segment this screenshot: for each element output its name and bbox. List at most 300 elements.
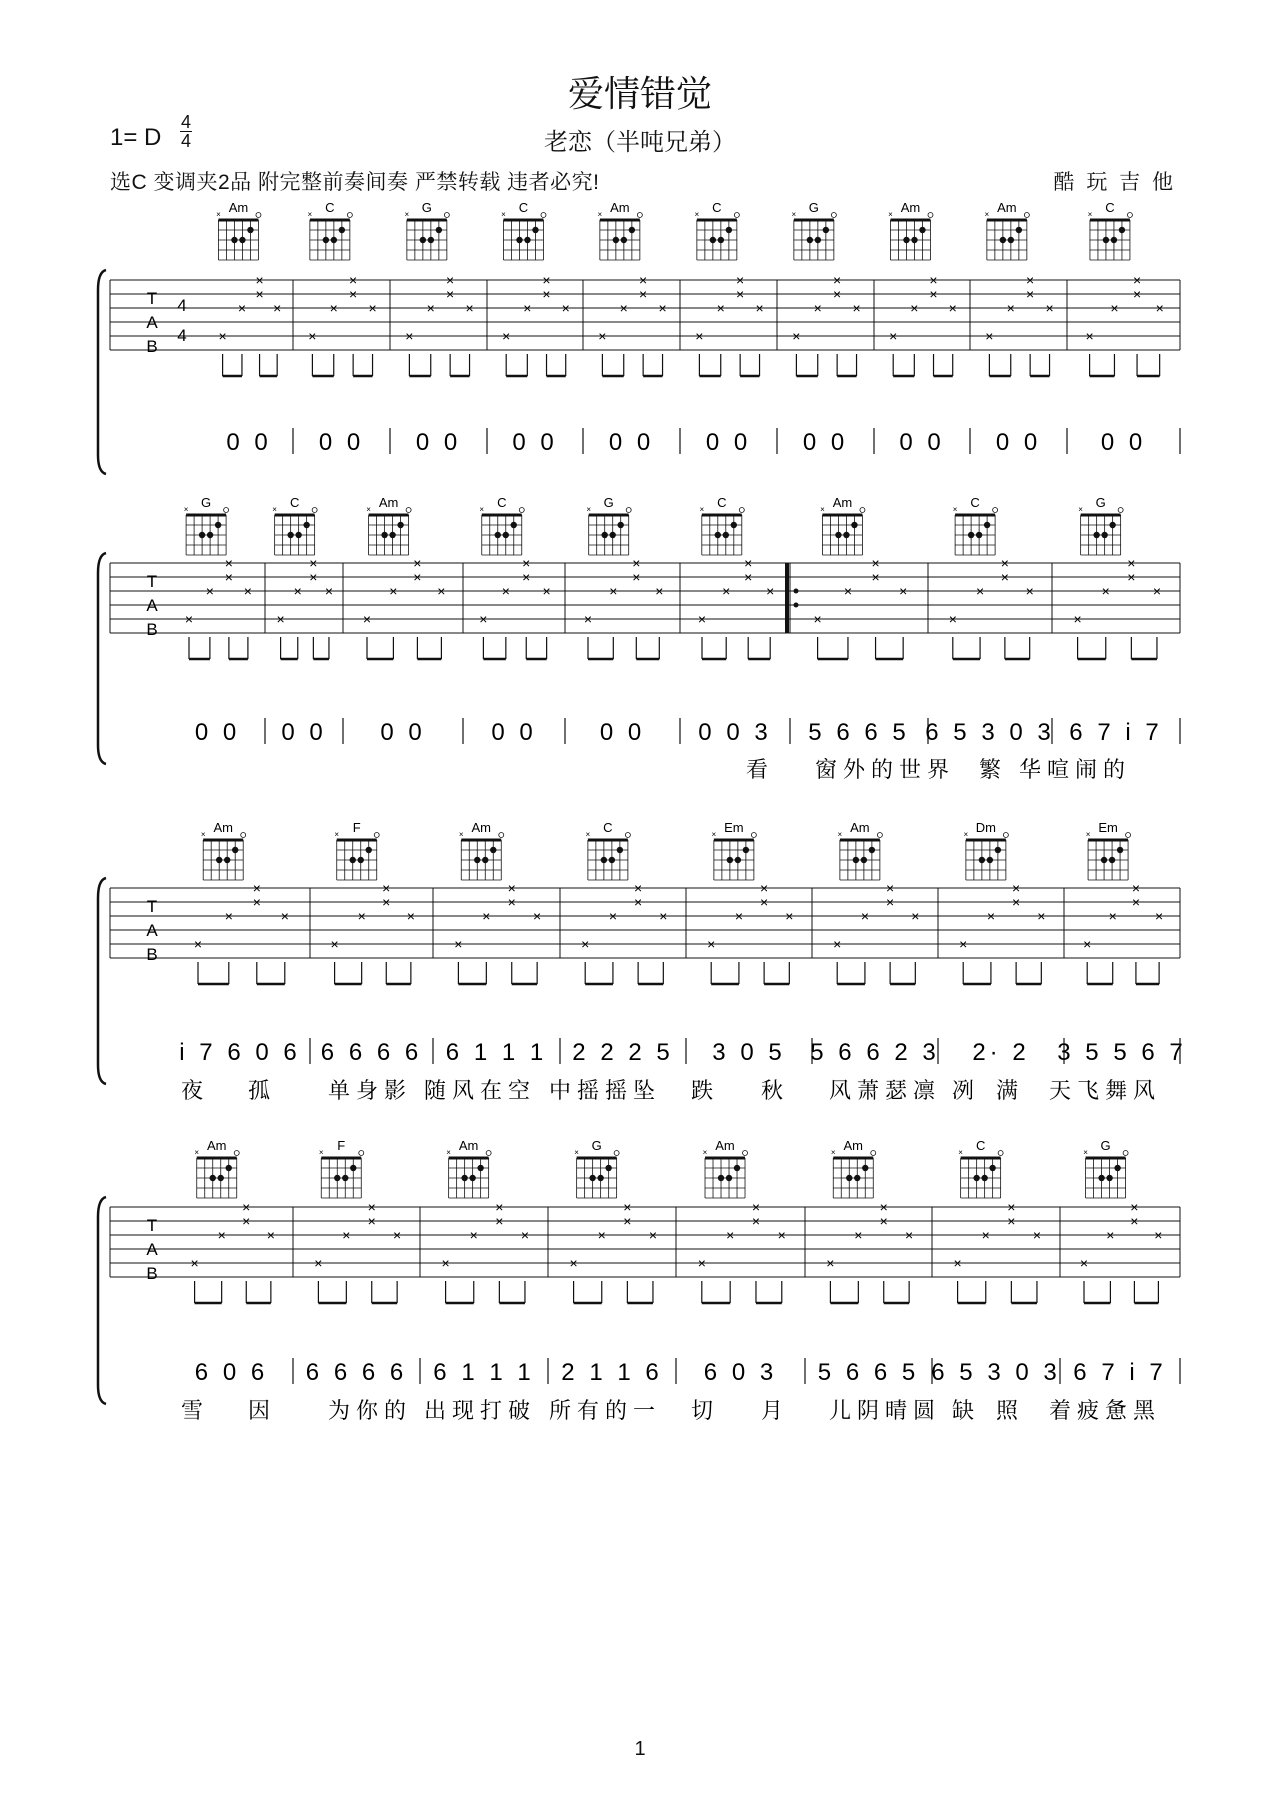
tab-x-mark: × xyxy=(237,300,247,316)
chord-finger-dot xyxy=(846,1175,852,1181)
chord-mute-mark: × xyxy=(791,210,797,219)
tab-x-mark: × xyxy=(349,272,358,288)
tab-x-mark: × xyxy=(843,583,853,599)
tab-x-mark: × xyxy=(224,569,233,585)
tab-x-mark: × xyxy=(695,328,704,344)
repeat-dot xyxy=(794,589,799,594)
chord-mute-mark: × xyxy=(404,210,410,219)
chord-name: C xyxy=(289,495,300,510)
chord-finger-dot xyxy=(979,857,985,863)
tab-x-mark: × xyxy=(1130,1213,1139,1229)
lyric-text: 因 xyxy=(247,1398,277,1423)
tab-x-mark: × xyxy=(1110,300,1119,316)
tab-x-mark: × xyxy=(734,908,744,924)
tab-x-mark: × xyxy=(813,611,822,627)
jianpu-measure: 5 6 6 5 xyxy=(817,1359,920,1386)
tab-x-mark: × xyxy=(495,1199,504,1215)
lyric-text: 繁 华喧闹的 xyxy=(978,757,1132,782)
tab-x-mark: × xyxy=(406,908,415,924)
chord-mute-mark: × xyxy=(952,505,958,514)
chord-finger-dot xyxy=(629,227,635,233)
tab-x-mark: × xyxy=(744,555,753,571)
tab-x-mark: × xyxy=(205,583,214,599)
tab-x-mark: × xyxy=(393,1227,402,1243)
chord-mute-mark: × xyxy=(888,210,893,219)
tab-letter: A xyxy=(146,596,158,615)
chord-finger-dot xyxy=(389,532,395,538)
chord-finger-dot xyxy=(524,237,530,243)
jianpu-measure: 0 0 xyxy=(281,719,327,746)
chord-finger-dot xyxy=(715,532,721,538)
chord-finger-dot xyxy=(617,847,623,853)
jianpu-measure: 0 0 3 xyxy=(698,719,772,746)
chord-mute-mark: × xyxy=(479,505,485,514)
chord-finger-dot xyxy=(1016,227,1022,233)
tab-x-mark: × xyxy=(190,1255,199,1271)
chord-finger-dot xyxy=(239,237,245,243)
chord-finger-dot xyxy=(613,237,619,243)
tab-x-mark: × xyxy=(760,880,769,896)
chord-mute-mark: × xyxy=(963,830,969,839)
tab-x-mark: × xyxy=(426,300,435,316)
chord-name: C xyxy=(603,820,613,835)
chord-mute-mark: × xyxy=(837,830,843,839)
tab-x-mark: × xyxy=(308,328,317,344)
tab-x-mark: × xyxy=(981,1227,990,1243)
chord-name: G xyxy=(1095,495,1106,510)
jianpu-measure: 6 0 3 xyxy=(703,1359,778,1386)
tab-system xyxy=(98,200,1180,474)
tab-x-mark: × xyxy=(293,583,302,599)
tab-letter: T xyxy=(146,289,158,308)
lyric-text: 为你的 xyxy=(327,1398,413,1423)
chord-mute-mark: × xyxy=(830,1148,836,1157)
chord-name: C xyxy=(712,200,722,215)
lyric-text: 夜 xyxy=(180,1078,210,1103)
tab-x-mark: × xyxy=(413,569,422,585)
chord-diagram xyxy=(446,1138,491,1198)
chord-mute-mark: × xyxy=(984,210,990,219)
tab-x-mark: × xyxy=(871,569,880,585)
chord-finger-dot xyxy=(621,237,627,243)
chord-finger-dot xyxy=(323,237,329,243)
tab-x-mark: × xyxy=(533,908,542,924)
tab-x-mark: × xyxy=(314,1255,323,1271)
chord-diagram xyxy=(985,200,1030,260)
tab-x-mark: × xyxy=(382,894,391,910)
system-bracket xyxy=(98,270,106,474)
tab-x-mark: × xyxy=(1106,1227,1115,1243)
tab-x-mark: × xyxy=(193,936,203,952)
lyric-text: 秋 xyxy=(760,1078,790,1103)
tab-x-mark: × xyxy=(736,272,745,288)
tab-x-mark: × xyxy=(368,300,377,316)
chord-open-mark xyxy=(626,508,631,513)
tab-x-mark: × xyxy=(224,555,233,571)
tab-x-mark: × xyxy=(623,1199,632,1215)
tab-x-mark: × xyxy=(623,1213,632,1229)
tab-x-mark: × xyxy=(357,908,366,924)
chord-finger-dot xyxy=(911,237,917,243)
chord-open-mark xyxy=(1118,508,1123,513)
chord-finger-dot xyxy=(597,1175,603,1181)
tab-x-mark: × xyxy=(242,1199,251,1215)
tab-x-mark: × xyxy=(367,1213,376,1229)
chord-name: C xyxy=(325,200,335,215)
chord-finger-dot xyxy=(224,857,230,863)
lyric-text: 风萧瑟凛 xyxy=(828,1078,942,1103)
chord-diagram xyxy=(319,1138,364,1198)
tab-letter: A xyxy=(146,313,158,332)
chord-finger-dot xyxy=(495,532,501,538)
chord-finger-dot xyxy=(420,237,426,243)
chord-open-mark xyxy=(486,1151,491,1156)
chord-finger-dot xyxy=(477,1165,483,1171)
chord-open-mark xyxy=(444,213,449,218)
chord-mute-mark: × xyxy=(1087,210,1093,219)
chord-diagram xyxy=(838,820,883,880)
chord-diagram xyxy=(586,820,631,880)
tab-x-mark: × xyxy=(252,880,261,896)
key-signature: 1= D xyxy=(110,124,162,151)
jianpu-measure: 3 5 5 6 7 xyxy=(1057,1039,1187,1066)
tab-x-mark: × xyxy=(330,936,339,952)
chord-finger-dot xyxy=(1101,532,1107,538)
lyric-text: 天飞舞风 xyxy=(1048,1078,1162,1103)
tab-x-mark: × xyxy=(255,272,264,288)
tab-system xyxy=(98,820,1187,1103)
chord-finger-dot xyxy=(731,522,737,528)
chord-diagram xyxy=(820,495,865,555)
tab-x-mark: × xyxy=(389,583,398,599)
tab-x-mark: × xyxy=(482,908,491,924)
tab-x-mark: × xyxy=(1026,286,1035,302)
chord-finger-dot xyxy=(710,237,716,243)
lyric-text: 出现打破 xyxy=(423,1398,537,1423)
tab-x-mark: × xyxy=(1079,1255,1089,1271)
tab-x-mark: × xyxy=(751,1213,761,1229)
chord-name: C xyxy=(717,495,727,510)
chord-name: C xyxy=(497,495,507,510)
chord-finger-dot xyxy=(366,847,372,853)
tab-x-mark: × xyxy=(520,1227,530,1243)
tab-x-mark: × xyxy=(309,569,318,585)
chord-name: Am xyxy=(471,820,492,835)
chord-finger-dot xyxy=(609,857,615,863)
tab-x-mark: × xyxy=(276,611,285,627)
jianpu-measure: 6 7 i 7 xyxy=(1069,719,1163,746)
tab-x-mark: × xyxy=(722,583,731,599)
tab-x-mark: × xyxy=(523,300,532,316)
tab-x-mark: × xyxy=(542,272,551,288)
chord-open-mark xyxy=(1003,833,1008,838)
chord-name: G xyxy=(1100,1138,1111,1153)
chord-finger-dot xyxy=(511,522,517,528)
chord-finger-dot xyxy=(428,237,434,243)
chord-open-mark xyxy=(241,833,246,838)
chord-diagram xyxy=(501,200,546,260)
jianpu-measure: 0 0 xyxy=(415,429,462,456)
chord-diagram xyxy=(366,495,411,555)
chord-finger-dot xyxy=(474,857,480,863)
tab-x-mark: × xyxy=(792,328,801,344)
tab-x-mark: × xyxy=(280,908,289,924)
tab-x-mark: × xyxy=(833,286,842,302)
chord-mute-mark: × xyxy=(183,505,189,514)
tab-x-mark: × xyxy=(329,300,338,316)
chord-finger-dot xyxy=(735,857,741,863)
chord-finger-dot xyxy=(1106,1175,1112,1181)
chord-finger-dot xyxy=(726,1175,732,1181)
capo-note: 选C 变调夹2品 附完整前奏间奏 严禁转载 违者必究! xyxy=(110,171,600,194)
tab-x-mark: × xyxy=(581,936,590,952)
tab-x-mark: × xyxy=(1045,300,1054,316)
chord-mute-mark: × xyxy=(272,505,277,514)
tab-time-numerator: 4 xyxy=(177,296,187,315)
tab-x-mark: × xyxy=(1108,908,1117,924)
chord-mute-mark: × xyxy=(820,505,825,514)
chord-name: G xyxy=(201,495,212,510)
chord-diagram xyxy=(699,495,744,555)
chord-finger-dot xyxy=(295,532,301,538)
chord-finger-dot xyxy=(218,1175,224,1181)
chord-name: Am xyxy=(715,1138,735,1153)
tab-x-mark: × xyxy=(879,1213,888,1229)
chord-finger-dot xyxy=(461,1175,467,1181)
tab-x-mark: × xyxy=(905,1227,914,1243)
jianpu-measure: 0 0 xyxy=(705,429,752,456)
jianpu-measure: 0 0 xyxy=(899,429,945,456)
tab-x-mark: × xyxy=(1127,555,1136,571)
time-signature-numerator: 4 xyxy=(180,112,191,132)
tab-x-mark: × xyxy=(608,908,618,924)
chord-finger-dot xyxy=(919,227,925,233)
tab-x-mark: × xyxy=(273,300,282,316)
jianpu-measure: i 7 6 0 6 xyxy=(179,1039,301,1066)
chord-diagram xyxy=(586,495,631,555)
chord-finger-dot xyxy=(207,532,213,538)
chord-open-mark xyxy=(256,213,261,218)
lyric-text: 着疲惫黑 xyxy=(1048,1398,1162,1423)
chord-diagram xyxy=(184,495,229,555)
jianpu-measure: 0 0 xyxy=(995,429,1042,456)
tab-x-mark: × xyxy=(854,1227,863,1243)
tab-x-mark: × xyxy=(583,611,593,627)
tab-x-mark: × xyxy=(598,328,607,344)
chord-finger-dot xyxy=(618,522,624,528)
chord-finger-dot xyxy=(516,237,522,243)
jianpu-measure: 2· 2 xyxy=(972,1039,1030,1066)
chord-diagram xyxy=(459,820,504,880)
tab-x-mark: × xyxy=(975,583,985,599)
chord-finger-dot xyxy=(851,522,857,528)
tab-x-mark: × xyxy=(1127,569,1136,585)
jianpu-measure: 3 0 5 xyxy=(712,1039,786,1066)
tab-system xyxy=(98,495,1180,782)
chord-name: G xyxy=(603,495,614,510)
chord-name: Am xyxy=(206,1138,227,1153)
tab-system xyxy=(98,1138,1180,1423)
chord-open-mark xyxy=(1123,1151,1128,1156)
tab-x-mark: × xyxy=(1037,908,1046,924)
chord-mute-mark: × xyxy=(1085,830,1091,839)
chord-finger-dot xyxy=(1101,857,1107,863)
tab-x-mark: × xyxy=(826,1255,835,1271)
tab-x-mark: × xyxy=(441,1255,450,1271)
chord-name: F xyxy=(337,1138,346,1153)
chord-finger-dot xyxy=(862,1165,868,1171)
chord-name: Am xyxy=(843,1138,864,1153)
chord-finger-dot xyxy=(807,237,813,243)
chord-finger-dot xyxy=(215,522,221,528)
chord-open-mark xyxy=(374,833,379,838)
tab-x-mark: × xyxy=(1130,1199,1139,1215)
chord-finger-dot xyxy=(231,237,237,243)
chord-finger-dot xyxy=(601,857,607,863)
chord-finger-dot xyxy=(1093,532,1099,538)
chord-diagram xyxy=(953,495,998,555)
tab-x-mark: × xyxy=(522,569,531,585)
tab-x-mark: × xyxy=(413,555,422,571)
jianpu-measure: 6 6 6 6 xyxy=(305,1359,408,1386)
tab-x-mark: × xyxy=(1073,611,1082,627)
tab-x-mark: × xyxy=(1131,894,1141,910)
chord-finger-dot xyxy=(987,857,993,863)
tab-x-mark: × xyxy=(1155,300,1164,316)
chord-open-mark xyxy=(993,508,998,513)
chord-mute-mark: × xyxy=(458,830,464,839)
chord-finger-dot xyxy=(854,1175,860,1181)
jianpu-measure: 6 6 6 6 xyxy=(320,1039,423,1066)
tab-x-mark: × xyxy=(1155,908,1164,924)
tab-x-mark: × xyxy=(879,1199,888,1215)
song-artist: 老恋（半吨兄弟） xyxy=(544,129,736,156)
chord-name: Am xyxy=(610,200,630,215)
tab-x-mark: × xyxy=(405,328,414,344)
chord-open-mark xyxy=(406,508,411,513)
chord-finger-dot xyxy=(610,532,616,538)
tab-letter: T xyxy=(146,897,158,916)
tab-x-mark: × xyxy=(465,300,474,316)
jianpu-measure: 5 6 6 5 xyxy=(808,719,910,746)
jianpu-measure: 6 7 i 7 xyxy=(1073,1359,1167,1386)
chord-finger-dot xyxy=(815,237,821,243)
system-bracket xyxy=(98,553,106,764)
tab-x-mark: × xyxy=(309,555,318,571)
chord-open-mark xyxy=(998,1151,1003,1156)
lyric-text: 切 xyxy=(690,1398,720,1423)
jianpu-measure: 0 0 xyxy=(491,719,537,746)
chord-diagram xyxy=(201,820,246,880)
tab-x-mark: × xyxy=(1132,286,1142,302)
jianpu-measure: 6 1 1 1 xyxy=(445,1039,548,1066)
tab-x-mark: × xyxy=(542,583,551,599)
chord-finger-dot xyxy=(1114,1165,1120,1171)
chord-name: C xyxy=(975,1138,986,1153)
chord-finger-dot xyxy=(605,1165,611,1171)
chord-name: G xyxy=(808,200,819,215)
lyric-text: 看 xyxy=(745,757,775,782)
tab-x-mark: × xyxy=(634,880,643,896)
chord-diagram xyxy=(695,200,740,260)
chord-finger-dot xyxy=(1109,522,1115,528)
chord-diagram xyxy=(1078,495,1123,555)
jianpu-measure: 2 1 1 6 xyxy=(561,1359,663,1386)
chord-finger-dot xyxy=(1103,237,1109,243)
tab-x-mark: × xyxy=(1012,880,1021,896)
tab-x-mark: × xyxy=(1000,569,1009,585)
chord-open-mark xyxy=(519,508,524,513)
tab-x-mark: × xyxy=(597,1227,606,1243)
chord-finger-dot xyxy=(436,227,442,233)
chord-finger-dot xyxy=(532,227,538,233)
chord-finger-dot xyxy=(334,1175,340,1181)
tab-x-mark: × xyxy=(1006,300,1015,316)
jianpu-measure: 2 2 2 5 xyxy=(572,1039,674,1066)
chord-name: Am xyxy=(228,200,249,215)
tab-x-mark: × xyxy=(266,1227,275,1243)
tab-x-mark: × xyxy=(634,894,643,910)
tab-x-mark: × xyxy=(886,880,895,896)
jianpu-measure: 0 0 xyxy=(194,719,241,746)
chord-open-mark xyxy=(224,508,229,513)
jianpu-measure: 0 0 xyxy=(226,429,272,456)
chord-finger-dot xyxy=(823,227,829,233)
chord-open-mark xyxy=(312,508,317,513)
chord-finger-dot xyxy=(331,237,337,243)
tab-x-mark: × xyxy=(542,286,551,302)
chord-finger-dot xyxy=(718,237,724,243)
chord-finger-dot xyxy=(726,227,732,233)
song-title: 爱情错觉 xyxy=(567,73,712,114)
chord-mute-mark: × xyxy=(574,1148,579,1157)
chord-mute-mark: × xyxy=(702,1148,708,1157)
chord-mute-mark: × xyxy=(694,210,700,219)
lyric-text: 冽 xyxy=(951,1078,981,1103)
chord-diagram xyxy=(1088,200,1133,260)
lyric-text: 雪 xyxy=(180,1398,210,1423)
chord-finger-dot xyxy=(358,857,364,863)
tab-x-mark: × xyxy=(953,1255,962,1271)
tab-x-mark: × xyxy=(948,300,957,316)
chord-name: C xyxy=(1105,200,1115,215)
lyric-text: 满 xyxy=(995,1078,1025,1103)
tab-x-mark: × xyxy=(707,936,716,952)
chord-finger-dot xyxy=(216,857,222,863)
tab-x-mark: × xyxy=(218,328,227,344)
chord-finger-dot xyxy=(968,532,974,538)
chord-open-mark xyxy=(751,833,756,838)
chord-diagram xyxy=(308,200,353,260)
jianpu-measure: 0 0 xyxy=(512,429,558,456)
chord-mute-mark: × xyxy=(366,505,371,514)
chord-open-mark xyxy=(739,508,744,513)
tab-x-mark: × xyxy=(777,1227,786,1243)
chord-name: Am xyxy=(378,495,399,510)
brand-label: 酷 玩 吉 他 xyxy=(1053,171,1176,194)
tab-x-mark: × xyxy=(382,880,391,896)
chord-open-mark xyxy=(1024,213,1029,218)
chord-name: Em xyxy=(724,820,744,835)
chord-finger-dot xyxy=(981,1175,987,1181)
tab-x-mark: × xyxy=(1131,880,1141,896)
chord-open-mark xyxy=(359,1151,364,1156)
jianpu-measure: 0 0 xyxy=(318,429,365,456)
tab-x-mark: × xyxy=(501,583,510,599)
lyric-text: 所有的一 xyxy=(548,1398,662,1423)
tab-x-mark: × xyxy=(1083,936,1092,952)
tab-x-mark: × xyxy=(632,569,641,585)
